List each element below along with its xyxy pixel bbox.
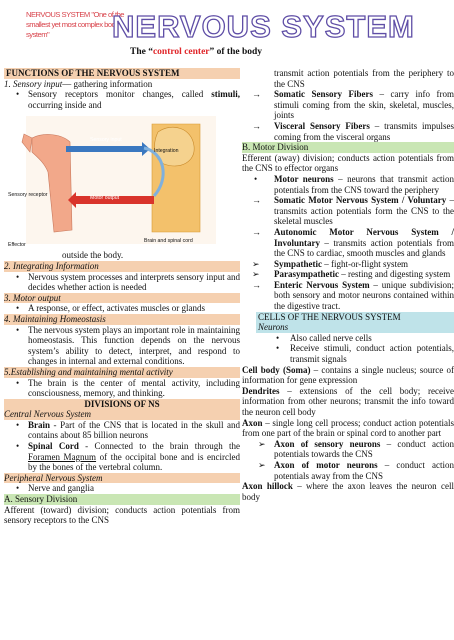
function-4-bullet: • The nervous system plays an important role in maintaining homeostasis. This function depends on the nervous system’s ability to detect, interpret, and respond to changes in internal and external conditions.	[16, 324, 240, 367]
pns-bullet: • Nerve and ganglia	[16, 483, 94, 494]
axon-motor-item: ➢ Axon of motor neurons – conduct action potentials away from the CNS	[258, 459, 454, 481]
function-3-heading: 3. Motor output	[4, 293, 240, 304]
pns-heading: Peripheral Nervous System	[4, 473, 240, 484]
page-title: NERVOUS SYSTEM	[112, 9, 415, 44]
function-1-heading: 1. Sensory input— gathering information	[4, 78, 153, 89]
somatic-motor-item: → Somatic Motor Nervous System / Voluntary – transmits action potentials form the CNS to the skeletal muscles	[252, 195, 454, 227]
neurons-bullet-1: • Also called nerve cells	[276, 332, 372, 343]
dendrites-text: Dendrites – extensions of the cell body; receive information from other neurons; transmit the info toward the neuron cell body	[242, 385, 454, 417]
page-subtitle: The “control center” of the body	[130, 47, 263, 57]
motor-division-heading: B. Motor Division	[242, 142, 454, 153]
cns-heading: Central Nervous System	[4, 409, 240, 420]
nervous-function-figure	[4, 112, 240, 250]
page-header	[0, 0, 453, 68]
function-3-bullet: • A response, or effect, activates muscles or glands	[16, 303, 206, 314]
neurons-bullet-2: • Receive stimuli, conduct action potentials, transmit signals	[276, 343, 454, 365]
function-1-continued: outside the body.	[62, 250, 124, 261]
functions-heading: FUNCTIONS OF THE NERVOUS SYSTEM	[4, 68, 240, 79]
figure-illustration	[4, 112, 240, 250]
visceral-sensory-item: → Visceral Sensory Fibers – transmits impulses coming from the visceral organs	[252, 120, 454, 142]
spinal-cord-bullet: • Spinal Cord - Connected to the brain through the Foramen Magnum of the occipital bone and is encircled by the bones of the vertebral column.	[16, 441, 240, 473]
sensory-division-text: Afferent (toward) division; conducts action potentials from sensory receptors to the CNS	[4, 504, 240, 526]
label-sensory-receptor: Sensory receptor	[8, 192, 48, 199]
label-brain-spinal-cord: Brain and spinal cord	[144, 238, 193, 245]
function-5-bullet: • The brain is the center of mental activity, including consciousness, memory, and thinking.	[16, 377, 240, 399]
motor-division-text: Efferent (away) division; conducts action potentials from the CNS to effector organs	[242, 152, 454, 174]
axon-sensory-item: ➢ Axon of sensory neurons – conduct action potentials towards the CNS	[258, 438, 454, 460]
header-tagline: NERVOUS SYSTEM "One of the smallest yet most complex body system"	[26, 10, 125, 39]
function-2-bullet: • Nervous system processes and interprets sensory input and decides whether action is needed	[16, 271, 240, 293]
sensory-continued-text: transmit action potentials from the periphery to the CNS	[274, 68, 454, 89]
divisions-heading: DIVISIONS OF NS	[4, 399, 240, 410]
label-effector: Effector	[8, 242, 26, 249]
left-column	[4, 68, 240, 526]
parasympathetic-item: ➢ Parasympathetic – resting and digesting system	[252, 269, 451, 280]
sensory-division-heading: A. Sensory Division	[4, 494, 240, 505]
function-2-heading: 2. Integrating Information	[4, 261, 240, 272]
enteric-item: → Enteric Nervous System – unique subdivision; both sensory and motor neurons contained within the digestive tract.	[252, 279, 454, 312]
function-5-heading: 5.Establishing and maintaining mental activity	[4, 367, 240, 378]
function-1-bullet: • Sensory receptors monitor changes, called stimuli, occurring inside and	[16, 89, 241, 110]
axon-hillock-text: Axon hillock – where the axon leaves the neuron cell body	[242, 481, 454, 502]
cells-heading: CELLS OF THE NERVOUS SYSTEM	[256, 312, 454, 323]
label-sensory-input: Sensory input	[90, 137, 122, 144]
sympathetic-item: ➢ Sympathetic – fight-or-flight system	[252, 258, 409, 269]
right-column	[242, 68, 454, 502]
brain-bullet: • Brain - Part of the CNS that is located in the skull and contains about 85 billion neurons	[16, 419, 240, 441]
function-4-heading: 4. Maintaining Homeostasis	[4, 314, 240, 325]
soma-text: Cell body (Soma) – contains a single nucleus; source of information for gene expression	[242, 364, 454, 386]
motor-neurons-bullet: • Motor neurons – neurons that transmit action potentials from the CNS toward the periphery	[254, 173, 454, 195]
neurons-heading: Neurons	[256, 322, 454, 333]
axon-text: Axon – single long cell process; conduct action potentials from one part of the brain or spinal cord to another part	[242, 417, 454, 439]
label-integration: Integration	[154, 148, 179, 155]
autonomic-motor-item: → Autonomic Motor Nervous System / Involuntary – transmits action potentials from the CNS to cardiac, smooth muscles and glands	[252, 226, 454, 259]
somatic-sensory-item: → Somatic Sensory Fibers – carry info from stimuli coming from the skin, skeletal, muscles, joints	[252, 89, 454, 121]
label-motor-output: Motor output	[90, 195, 120, 202]
